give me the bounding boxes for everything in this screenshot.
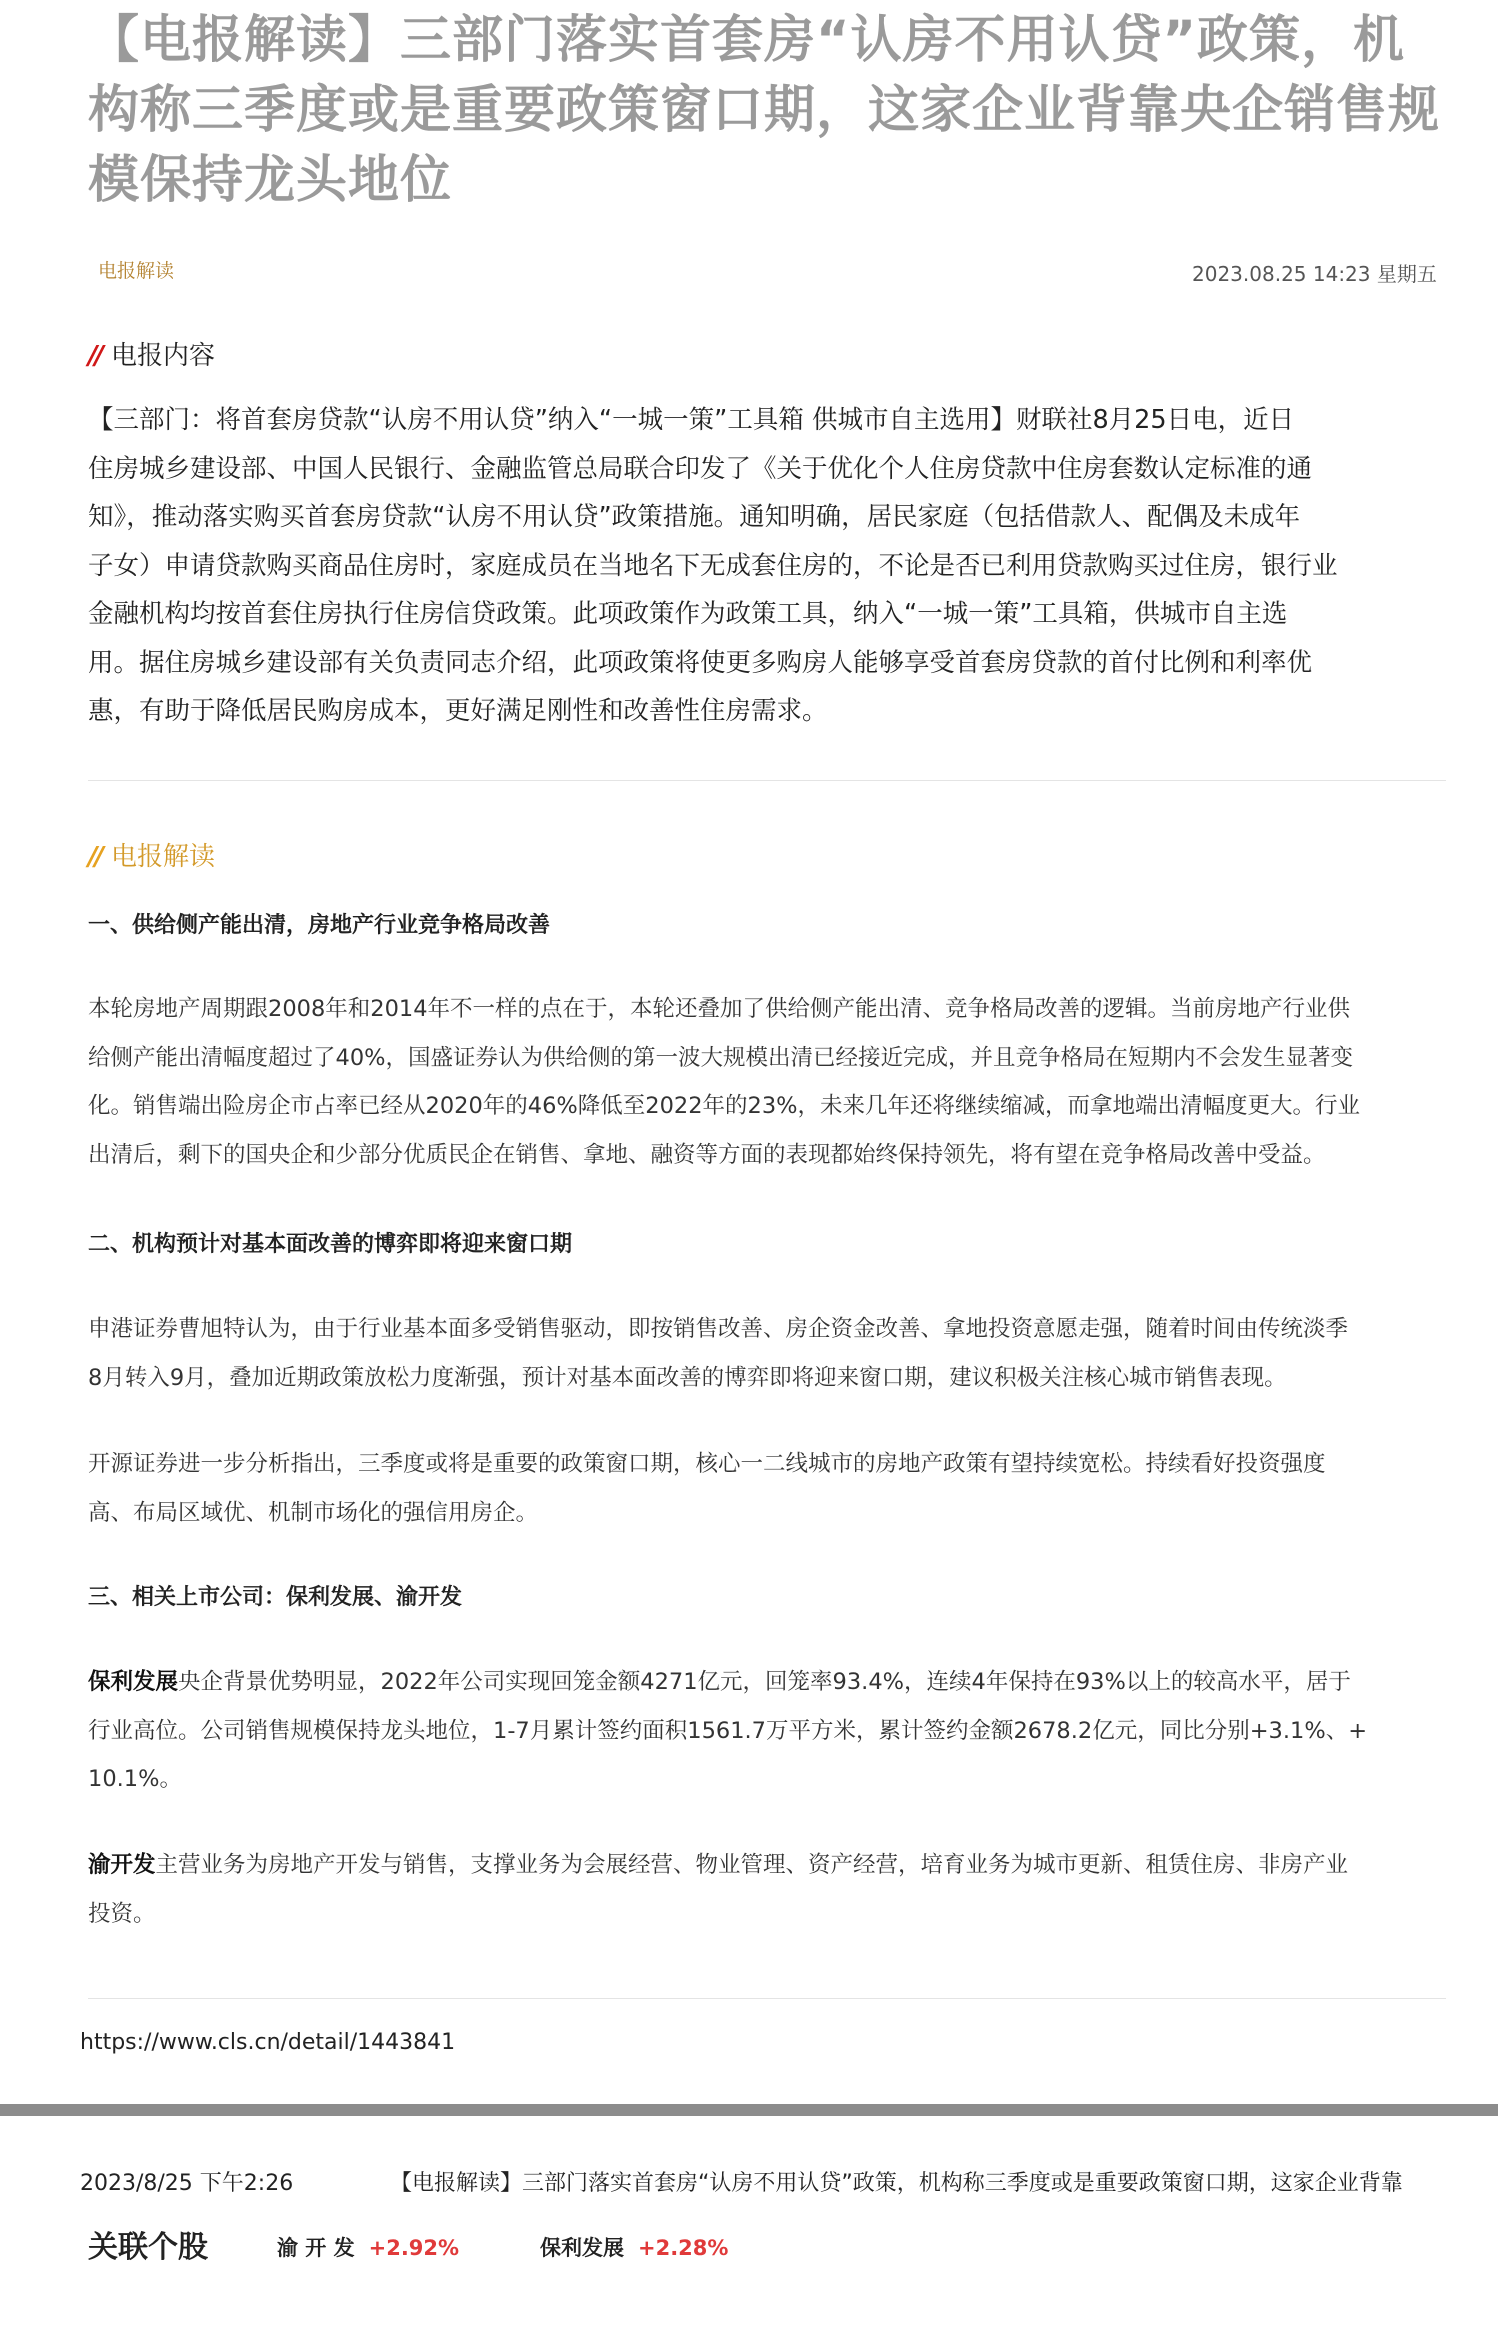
stock-name: 渝 开 发 xyxy=(277,2236,355,2260)
text-run: 主营业务为房地产开发与销售，支撑业务为会展经营、物业管理、资产经营，培育业务为城市更新、租赁住房、非房产业 xyxy=(155,1852,1349,1878)
stock-item-yukaifa[interactable] xyxy=(277,2232,459,2262)
subheading-1: 一、供给侧产能出清，房地产行业竞争格局改善 xyxy=(88,913,551,938)
paragraph-poly xyxy=(88,1658,1472,1804)
text-line: 住房城乡建设部、中国人民银行、金融监管总局联合印发了《关于优化个人住房贷款中住房套数认定标准的通 xyxy=(88,453,1313,484)
stock-change: +2.28% xyxy=(638,2236,729,2260)
text-run: 央企背景优势明显，2022年公司实现回笼金额4271亿元，回笼率93.4%，连续4年保持在93%以上的较高水平，居于 xyxy=(178,1669,1351,1695)
text-line: 8月转入9月，叠加近期政策放松力度渐强，预计对基本面改善的博弈即将迎来窗口期，建议积极关注核心城市销售表现。 xyxy=(88,1364,1287,1391)
category-link[interactable]: 电报解读 xyxy=(98,260,175,282)
text-line xyxy=(88,1841,1472,1890)
text-line: 申港证券曹旭特认为，由于行业基本面多受销售驱动，即按销售改善、房企资金改善、拿地投资意愿走强，随着时间由传统淡季 xyxy=(88,1316,1349,1342)
text-line: 本轮房地产周期跟2008年和2014年不一样的点在于，本轮还叠加了供给侧产能出清、竞争格局改善的逻辑。当前房地产行业供 xyxy=(88,996,1351,1022)
article-title xyxy=(88,6,1468,216)
text-line: 用。据住房城乡建设部有关负责同志介绍，此项政策将使更多购房人能够享受首套房贷款的首付比例和利率优 xyxy=(88,647,1313,678)
content-paragraph xyxy=(88,396,1466,736)
stock-name: 保利发展 xyxy=(540,2236,624,2260)
text-line: 10.1%。 xyxy=(88,1766,182,1792)
divider xyxy=(88,780,1446,781)
print-separator xyxy=(0,2104,1498,2116)
print-date: 2023/8/25 下午2:26 xyxy=(80,2171,294,2196)
stock-item-poly[interactable] xyxy=(540,2232,728,2262)
company-name-poly: 保利发展 xyxy=(88,1669,179,1695)
subheading-2: 二、机构预计对基本面改善的博弈即将迎来窗口期 xyxy=(88,1232,573,1257)
title-line: 模保持龙头地位 xyxy=(88,151,453,210)
text-line: 金融机构均按首套住房执行住房信贷政策。此项政策作为政策工具，纳入“一城一策”工具箱，供城市自主选 xyxy=(88,599,1288,629)
paragraph-shengang xyxy=(88,1305,1472,1402)
subheading-3: 三、相关上市公司：保利发展、渝开发 xyxy=(88,1585,463,1610)
text-line: 给侧产能出清幅度超过了40%，国盛证券认为供给侧的第一波大规模出清已经接近完成，并且竞争格局在短期内不会发生显著变 xyxy=(88,1044,1354,1071)
related-stocks-label: 关联个股 xyxy=(88,2230,208,2265)
paragraph-kaiyuan xyxy=(88,1440,1472,1537)
print-page-title: 【电报解读】三部门落实首套房“认房不用认贷”政策，机构称三季度或是重要政策窗口期，这家企业背靠 xyxy=(390,2171,1403,2196)
title-line: 构称三季度或是重要政策窗口期，这家企业背靠央企销售规 xyxy=(88,81,1441,140)
paragraph-yukaifa xyxy=(88,1841,1472,1938)
text-line: 投资。 xyxy=(88,1900,156,1927)
source-url[interactable]: https://www.cls.cn/detail/1443841 xyxy=(80,2030,456,2055)
company-name-yukaifa: 渝开发 xyxy=(88,1852,156,1878)
text-line: 化。销售端出险房企市占率已经从2020年的46%降低至2022年的23%，未来几年还将继续缩减，而拿地端出清幅度更大。行业 xyxy=(88,1093,1361,1119)
text-line: 【三部门：将首套房贷款“认房不用认贷”纳入“一城一策”工具箱 供城市自主选用】财联社8月25日电，近日 xyxy=(88,405,1295,435)
section-heading-interp xyxy=(88,836,215,873)
text-line: 高、布局区域优、机制市场化的强信用房企。 xyxy=(88,1499,539,1526)
section-heading-label: 电报解读 xyxy=(111,842,216,872)
cropped-edge-glyph xyxy=(1488,262,1494,288)
text-line: 子女）申请贷款购买商品住房时，家庭成员在当地名下无成套住房的，不论是否已利用贷款购买过住房，银行业 xyxy=(88,550,1338,581)
title-line: 【电报解读】三部门落实首套房“认房不用认贷”政策，机 xyxy=(88,11,1406,70)
text-line: 出清后，剩下的国央企和少部分优质民企在销售、拿地、融资等方面的表现都始终保持领先，将有望在竞争格局改善中受益。 xyxy=(88,1141,1326,1168)
section-heading-content xyxy=(88,335,215,372)
paragraph-supply xyxy=(88,985,1472,1179)
text-line: 惠，有助于降低居民购房成本，更好满足刚性和改善性住房需求。 xyxy=(88,696,828,726)
slash-icon: // xyxy=(88,341,101,371)
text-line: 行业高位。公司销售规模保持龙头地位，1-7月累计签约面积1561.7万平方米，累计签约金额2678.2亿元，同比分别+3.1%、+ xyxy=(88,1717,1368,1744)
text-line: 开源证券进一步分析指出，三季度或将是重要的政策窗口期，核心一二线城市的房地产政策有望持续宽松。持续看好投资强度 xyxy=(88,1451,1326,1477)
slash-icon: // xyxy=(88,842,101,872)
publish-datetime: 2023.08.25 14:23 星期五 xyxy=(1192,262,1437,286)
text-line xyxy=(88,1658,1472,1707)
section-heading-label: 电报内容 xyxy=(111,341,216,371)
stock-change: +2.92% xyxy=(368,2236,460,2260)
divider xyxy=(88,1998,1446,1999)
text-line: 知》，推动落实购买首套房贷款“认房不用认贷”政策措施。通知明确，居民家庭（包括借款人、配偶及未成年 xyxy=(88,502,1301,532)
